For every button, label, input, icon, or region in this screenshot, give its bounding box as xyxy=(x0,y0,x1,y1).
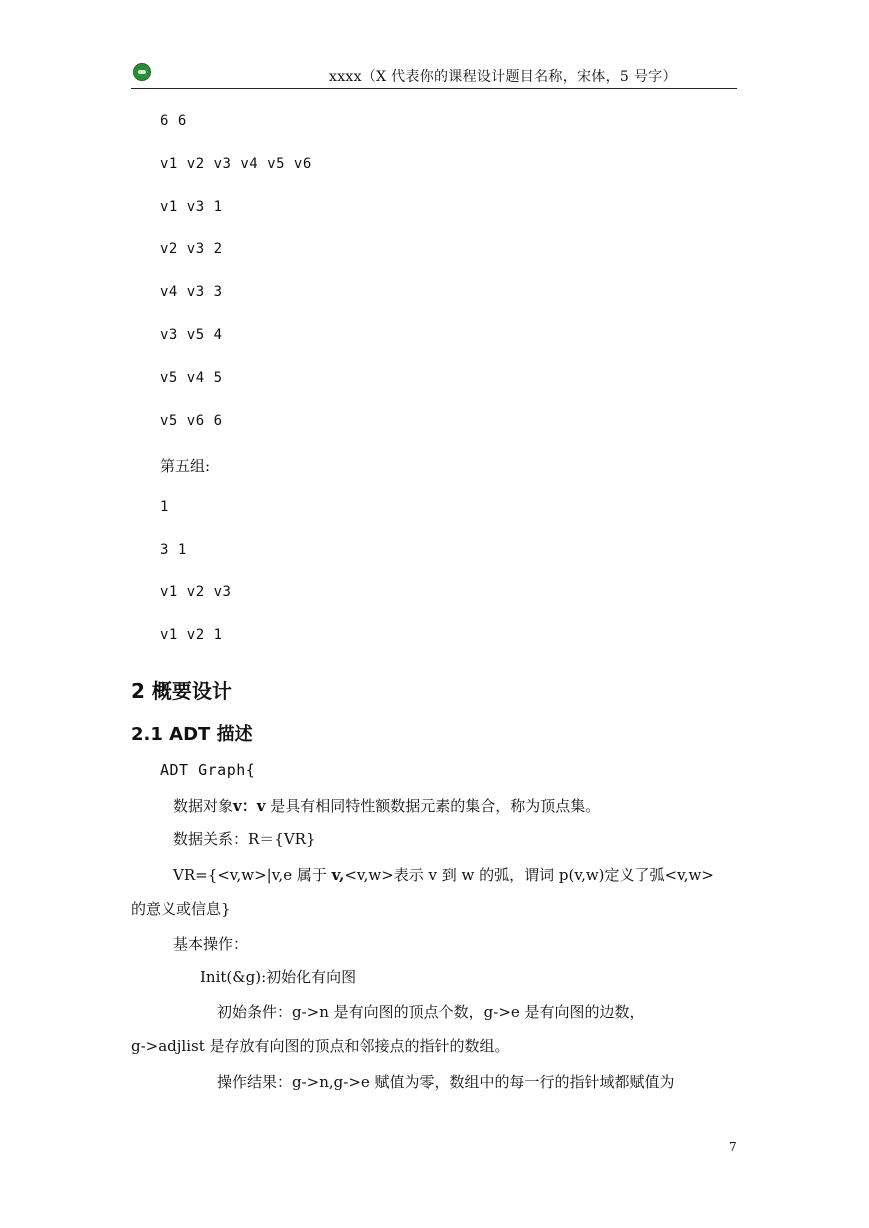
adt-data-object-prefix: 数据对象 xyxy=(173,797,234,815)
adt-init-op: Init(&g):初始化有向图 xyxy=(200,968,357,986)
data-line: 1 xyxy=(160,499,169,515)
data-line: 3 1 xyxy=(160,542,187,558)
adt-data-object-vertex: v：v xyxy=(233,797,266,815)
group-label: 第五组: xyxy=(160,457,211,475)
adt-vr-bold: v, xyxy=(331,866,345,884)
data-line: v1 v2 v3 xyxy=(160,584,232,600)
adt-data-object-rest: 是具有相同特性额数据元素的集合，称为顶点集。 xyxy=(265,797,601,815)
adt-vr-part1: VR={<v,w>|v,e 属于 xyxy=(173,866,332,884)
data-line: v5 v6 6 xyxy=(160,413,223,429)
section-heading: 2 概要设计 xyxy=(131,679,232,703)
data-line: v1 v3 1 xyxy=(160,199,223,215)
data-line: v3 v5 4 xyxy=(160,327,223,343)
adt-relation: 数据关系：R＝{VR} xyxy=(173,830,316,848)
adt-data-object xyxy=(173,795,600,816)
adt-basic-ops: 基本操作： xyxy=(173,935,249,953)
adt-precondition: 初始条件：g->n 是有向图的顶点个数，g->e 是有向图的边数， xyxy=(217,1003,645,1021)
adt-result: 操作结果：g->n,g->e 赋值为零，数组中的每一行的指针域都赋值为 xyxy=(217,1073,675,1091)
adt-vr-continuation: 的意义或信息} xyxy=(131,900,231,918)
data-line: v1 v2 1 xyxy=(160,627,223,643)
data-line: v5 v4 5 xyxy=(160,370,223,386)
header-title: xxxx（X 代表你的课程设计题目名称，宋体，5 号字） xyxy=(329,69,677,85)
subsection-heading: 2.1 ADT 描述 xyxy=(131,724,253,745)
data-line: v1 v2 v3 v4 v5 v6 xyxy=(160,156,312,172)
adt-open: ADT Graph{ xyxy=(160,761,256,779)
data-line: 6 6 xyxy=(160,113,187,129)
header-divider xyxy=(131,88,737,89)
adt-vr-definition xyxy=(173,864,714,885)
page-number: 7 xyxy=(729,1140,737,1154)
adt-vr-part2: <v,w>表示 v 到 w 的弧，谓词 p(v,w)定义了弧<v,w> xyxy=(344,866,714,884)
data-line: v2 v3 2 xyxy=(160,241,223,257)
logo-icon xyxy=(133,63,151,81)
adt-precondition-cont: g->adjlist 是存放有向图的顶点和邻接点的指针的数组。 xyxy=(131,1037,510,1055)
data-line: v4 v3 3 xyxy=(160,284,223,300)
